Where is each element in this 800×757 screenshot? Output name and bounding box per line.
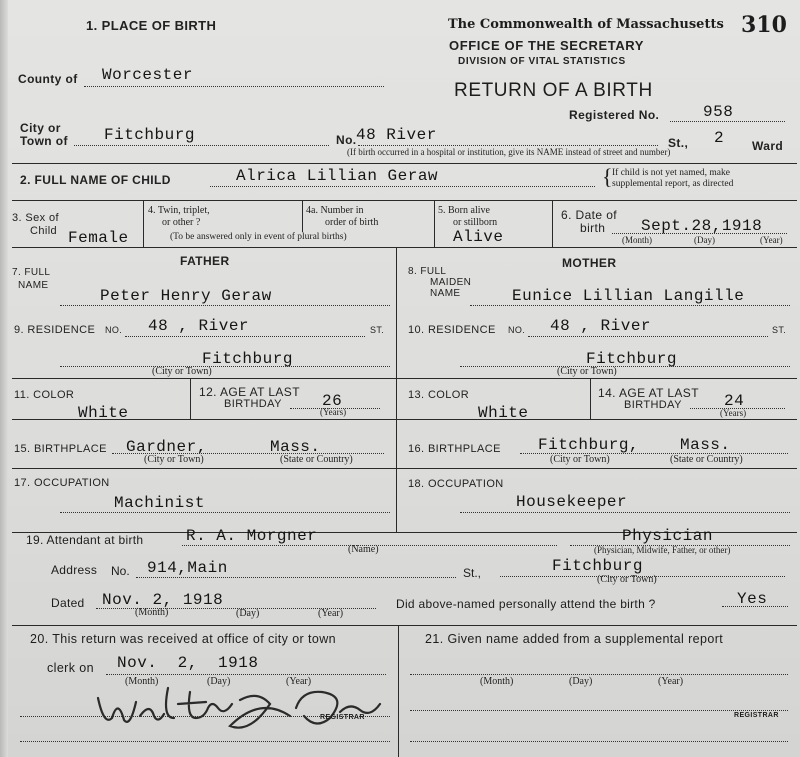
born-label-2: or stillborn	[453, 217, 498, 228]
date-label-1: 6. Date of	[561, 208, 618, 222]
father-no-label: NO.	[105, 325, 123, 335]
registrar-signature	[90, 678, 400, 738]
dated-month-caption: (Month)	[135, 607, 169, 618]
receipt-day-caption: (Day)	[207, 676, 231, 687]
street-value: 48 River	[356, 126, 437, 144]
mother-age-value: 24	[724, 392, 745, 410]
address-st-label: St.,	[463, 566, 482, 580]
mother-birthplace-state: Mass.	[680, 436, 731, 454]
father-age-value: 26	[322, 392, 343, 410]
born-label-1: 5. Born alive	[438, 205, 490, 216]
mother-city-value: Fitchburg	[586, 350, 677, 368]
dated-label: Dated	[51, 596, 85, 610]
born-value: Alive	[453, 228, 504, 246]
page-binding-edge	[0, 0, 8, 757]
child-name-value: Alrica Lillian Geraw	[236, 167, 439, 185]
mother-years-caption: (Years)	[720, 408, 747, 418]
father-occupation-label: 17. OCCUPATION	[14, 477, 110, 489]
dob-month-caption: (Month)	[622, 235, 652, 245]
order-label-2: order of birth	[325, 217, 379, 228]
father-age-label-1: 12. AGE AT LAST	[199, 385, 300, 399]
hospital-note: (If birth occurred in a hospital or institution, give its NAME instead of street and number)	[347, 147, 671, 157]
mother-residence-label: 10. RESIDENCE	[408, 324, 496, 336]
mother-occupation-value: Housekeeper	[516, 493, 628, 511]
sex-label-1: 3. Sex of	[12, 212, 60, 224]
city-label-1: City or	[20, 121, 61, 135]
mother-birthplace-state-caption: (State or Country)	[670, 454, 743, 465]
twin-label-1: 4. Twin, triplet,	[148, 205, 210, 216]
city-value: Fitchburg	[104, 126, 195, 144]
mother-age-label-2: BIRTHDAY	[624, 399, 682, 411]
father-city-caption: (City or Town)	[152, 366, 212, 377]
plural-note: (To be answered only in event of plural births)	[170, 232, 347, 242]
division-title: DIVISION OF VITAL STATISTICS	[458, 56, 626, 67]
attendant-role-value: Physician	[622, 527, 713, 545]
father-name-label-1: 7. FULL	[12, 267, 51, 278]
mother-color-value: White	[478, 404, 529, 422]
receipt-label-2: clerk on	[47, 661, 94, 675]
attend-answer: Yes	[737, 590, 768, 608]
place-of-birth-heading: 1. PLACE OF BIRTH	[86, 18, 217, 33]
mother-street-value: 48 , River	[550, 317, 652, 335]
address-label: Address	[51, 563, 98, 577]
father-birthplace-label: 15. BIRTHPLACE	[14, 443, 107, 455]
father-birthplace-state: Mass.	[270, 438, 321, 456]
father-street-value: 48 , River	[148, 317, 250, 335]
order-label-1: 4a. Number in	[306, 205, 364, 216]
attendant-label: 19. Attendant at birth	[26, 533, 144, 547]
page-number: 310	[741, 12, 787, 38]
father-name-label-2: NAME	[18, 280, 49, 291]
father-birthplace-state-caption: (State or Country)	[280, 454, 353, 465]
name-note-brace: {	[602, 164, 613, 189]
father-birthplace-city: Gardner,	[126, 438, 207, 456]
county-label: County of	[18, 72, 78, 86]
father-color-value: White	[78, 404, 129, 422]
mother-name-label-3: NAME	[430, 288, 461, 299]
registrar-label-left: REGISTRAR	[320, 714, 365, 721]
name-note-1: If child is not yet named, make	[612, 168, 730, 178]
mother-birthplace-label: 16. BIRTHPLACE	[408, 443, 501, 455]
father-age-label-2: BIRTHDAY	[224, 398, 282, 410]
ward-value: 2	[714, 129, 725, 147]
dated-year-caption: (Year)	[318, 608, 344, 619]
twin-label-2: or other ?	[162, 217, 201, 228]
date-of-birth-value: Sept.28,1918	[641, 217, 763, 235]
father-heading: FATHER	[180, 254, 230, 268]
attendant-city-value: Fitchburg	[552, 557, 643, 575]
receipt-month-caption: (Month)	[125, 676, 159, 687]
child-name-label: 2. FULL NAME OF CHILD	[20, 173, 171, 187]
mother-heading: MOTHER	[562, 256, 617, 270]
mother-birthplace-city: Fitchburg,	[538, 436, 640, 454]
father-years-caption: (Years)	[320, 407, 347, 417]
attendant-city-caption: (City or Town)	[597, 574, 657, 585]
father-city-value: Fitchburg	[202, 350, 293, 368]
ward-label: Ward	[752, 139, 784, 153]
commonwealth-title: The Commonwealth of Massachusetts	[448, 17, 724, 32]
attendant-name-value: R. A. Morgner	[186, 527, 318, 545]
street-st-label: St.,	[668, 136, 689, 150]
mother-st-label: ST.	[772, 325, 787, 335]
city-label-2: Town of	[20, 134, 68, 148]
mother-age-label-1: 14. AGE AT LAST	[598, 386, 699, 400]
sex-label-2: Child	[30, 225, 58, 237]
mother-name-value: Eunice Lillian Langille	[512, 287, 745, 305]
supplemental-month-caption: (Month)	[480, 676, 514, 687]
receipt-label-1: 20. This return was received at office of city or town	[30, 632, 336, 646]
registered-label: Registered No.	[569, 108, 660, 122]
office-title: OFFICE OF THE SECRETARY	[449, 38, 645, 53]
father-name-value: Peter Henry Geraw	[100, 287, 272, 305]
address-value: 914,Main	[147, 559, 228, 577]
receipt-date-value: Nov. 2, 1918	[117, 654, 259, 672]
mother-birthplace-city-caption: (City or Town)	[550, 454, 610, 465]
father-st-label: ST.	[370, 325, 385, 335]
name-note-2: supplemental report, as directed	[612, 179, 734, 189]
mother-name-label-2: MAIDEN	[430, 277, 472, 288]
father-occupation-value: Machinist	[114, 494, 205, 512]
mother-occupation-label: 18. OCCUPATION	[408, 478, 504, 490]
dob-day-caption: (Day)	[694, 235, 715, 245]
date-label-2: birth	[580, 221, 606, 235]
registered-number: 958	[703, 103, 734, 121]
supplemental-label: 21. Given name added from a supplemental report	[425, 632, 724, 646]
attend-question: Did above-named personally attend the birth ?	[396, 597, 656, 611]
supplemental-day-caption: (Day)	[569, 676, 593, 687]
mother-color-label: 13. COLOR	[408, 389, 470, 401]
attendant-role-caption: (Physician, Midwife, Father, or other)	[594, 545, 731, 555]
mother-name-label-1: 8. FULL	[408, 266, 447, 277]
county-value: Worcester	[102, 66, 193, 84]
dob-year-caption: (Year)	[760, 235, 783, 245]
address-no-label: No.	[111, 564, 130, 578]
father-residence-label: 9. RESIDENCE	[14, 324, 96, 336]
mother-no-label: NO.	[508, 325, 526, 335]
registrar-label-right: REGISTRAR	[734, 712, 779, 719]
street-no-label: No.	[336, 133, 357, 147]
sex-value: Female	[68, 229, 129, 247]
father-birthplace-city-caption: (City or Town)	[144, 454, 204, 465]
father-color-label: 11. COLOR	[14, 389, 75, 401]
supplemental-year-caption: (Year)	[658, 676, 684, 687]
attendant-name-caption: (Name)	[348, 544, 379, 555]
form-title: RETURN OF A BIRTH	[454, 80, 653, 101]
dated-day-caption: (Day)	[236, 608, 260, 619]
receipt-year-caption: (Year)	[286, 676, 312, 687]
dated-value: Nov. 2, 1918	[102, 591, 224, 609]
mother-city-caption: (City or Town)	[557, 366, 617, 377]
